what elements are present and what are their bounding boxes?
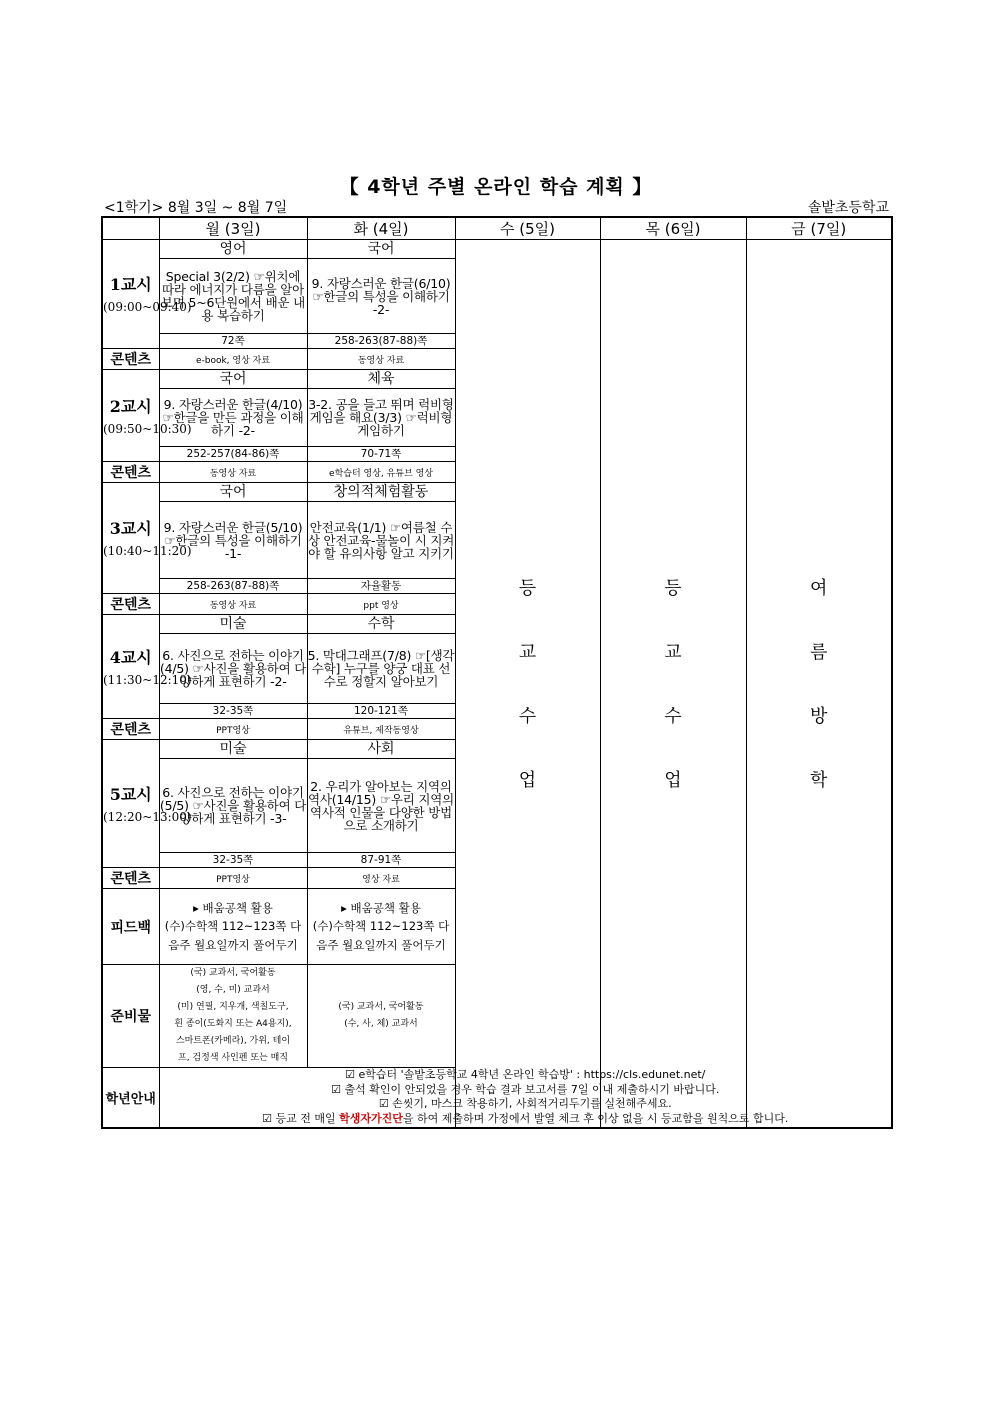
content-label: 콘텐츠 [102,349,159,370]
period-1-mon-topic: Special 3(2/2) ☞위치에 따라 에너지가 다름을 알아보며 5~6단원에서 배운 내용 복습하기 [159,259,307,334]
period-2-tue-page: 70-71쪽 [307,447,455,462]
period-2-tue-topic: 3-2. 공을 들고 뛰며 럭비형 게임을 해요(3/3) ☞럭비형 게임하기 [307,389,455,447]
wed-column [455,240,600,1128]
self-diagnosis-highlight: 학생자가진단 [339,1111,403,1125]
day-fri: 금 (7일) [746,217,892,240]
weekly-plan-table [101,216,893,1129]
period-4-label: 4교시 (11:30~12:10) [102,615,159,719]
period-1-tue-page: 258-263(87-88)쪽 [307,334,455,349]
content-label: 콘텐츠 [102,594,159,615]
period-1-label: 1교시 (09:00~09:40) [102,240,159,349]
content-label: 콘텐츠 [102,719,159,740]
period-2-mon-page: 252-257(84-86)쪽 [159,447,307,462]
day-tue: 화 (4일) [307,217,455,240]
notice-line: ☑ 손씻기, 마스크 착용하기, 사회적거리두기를 실천해주세요. [378,1097,672,1111]
period-4-tue-topic: 5. 막대그래프(7/8) ☞[생각수학] 누구를 양궁 대표 선수로 정할지 알아보기 [307,634,455,704]
period-5-tue-subject: 사회 [307,740,455,759]
period-4-mon-content: PPT영상 [159,719,307,740]
period-4-tue-subject: 수학 [307,615,455,634]
notice-line: ☑ e학습터 '솔밭초등학교 4학년 온라인 학습방' : https://cls.edunet.net/ [345,1068,706,1082]
prep-mon: (국) 교과서, 국어활동 (영, 수, 미) 교과서 (미) 연필, 지우개, 색칠도구, 흰 종이(도화지 또는 A4용지), 스마트폰(카메라), 가위, 테이 프, 검정색 사인펜 또는 매직 [159,965,307,1068]
period-1-mon-subject: 영어 [159,240,307,259]
period-5-mon-topic: 6. 사진으로 전하는 이야기(5/5) ☞사진을 활용하여 다양하게 표현하기 -3- [159,759,307,853]
period-2-label: 2교시 (09:50~10:30) [102,370,159,462]
fri-char: 여 [810,578,828,600]
school-name: 솔밭초등학교 [807,200,889,216]
period-5-mon-content: PPT영상 [159,868,307,889]
notice-row [102,1068,892,1128]
feedback-mon: ▸ 배움공책 활용 (수)수학책 112~123쪽 다 음주 월요일까지 풀어두기 [159,889,307,965]
notice-label: 학년안내 [102,1068,159,1128]
wed-char: 등 [518,578,537,600]
period-4-mon-topic: 6. 사진으로 전하는 이야기(4/5) ☞사진을 활용하여 다양하게 표현하기 -2- [159,634,307,704]
day-wed: 수 (5일) [455,217,600,240]
page-title: 【 4학년 주별 온라인 학습 계획 】 [339,176,653,198]
period-1-tue-content: 동영상 자료 [307,349,455,370]
period-1-mon-content: e-book, 영상 자료 [159,349,307,370]
fri-char: 방 [810,706,828,728]
period-3-tue-subject: 창의적체험활동 [307,483,455,502]
period-1-mon-page: 72쪽 [159,334,307,349]
thu-char: 교 [664,642,682,664]
content-label: 콘텐츠 [102,868,159,889]
period-5-mon-page: 32-35쪽 [159,853,307,868]
period-2-mon-content: 동영상 자료 [159,462,307,483]
period-3-tue-page: 자율활동 [307,579,455,594]
period-1-subject-row [102,240,892,259]
period-5-tue-content: 영상 자료 [307,868,455,889]
notice-line: ☑ 출석 확인이 안되었을 경우 학습 결과 보고서를 7일 이내 제출하시기 바랍니다. [331,1082,720,1096]
feedback-label: 피드백 [102,889,159,965]
fri-char: 학 [810,770,828,792]
thu-char: 업 [664,770,682,792]
period-3-label: 3교시 (10:40~11:20) [102,483,159,594]
period-2-tue-content: e학습터 영상, 유튜브 영상 [307,462,455,483]
fri-char: 름 [810,642,828,664]
corner-cell [102,217,159,240]
thu-char: 등 [664,578,682,600]
period-1-tue-subject: 국어 [307,240,455,259]
day-thu: 목 (6일) [600,217,746,240]
thu-char: 수 [664,706,682,728]
day-header-row [102,217,892,240]
fri-column [746,240,892,1128]
thu-column [600,240,746,1128]
period-3-tue-topic: 안전교육(1/1) ☞여름철 수상 안전교육-물놀이 시 지켜야 할 유의사항 알고 지키기 [307,502,455,579]
period-2-mon-subject: 국어 [159,370,307,389]
notice-cell [159,1068,892,1128]
wed-char: 업 [518,770,537,792]
period-4-mon-page: 32-35쪽 [159,704,307,719]
period-3-mon-subject: 국어 [159,483,307,502]
content-label: 콘텐츠 [102,462,159,483]
day-mon: 월 (3일) [159,217,307,240]
wed-char: 교 [518,642,537,664]
period-2-tue-subject: 체육 [307,370,455,389]
prep-label: 준비물 [102,965,159,1068]
period-4-tue-content: 유튜브, 제작동영상 [307,719,455,740]
period-4-mon-subject: 미술 [159,615,307,634]
period-5-tue-topic: 2. 우리가 알아보는 지역의 역사(14/15) ☞우리 지역의 역사적 인물을 다양한 방법으로 소개하기 [307,759,455,853]
date-range: <1학기> 8월 3일 ~ 8월 7일 [104,200,288,216]
period-3-mon-content: 동영상 자료 [159,594,307,615]
period-2-mon-topic: 9. 자랑스러운 한글(4/10) ☞한글을 만든 과정을 이해하기 -2- [159,389,307,447]
period-3-mon-page: 258-263(87-88)쪽 [159,579,307,594]
period-5-tue-page: 87-91쪽 [307,853,455,868]
period-5-mon-subject: 미술 [159,740,307,759]
period-3-tue-content: ppt 영상 [307,594,455,615]
feedback-tue: ▸ 배움공책 활용 (수)수학책 112~123쪽 다 음주 월요일까지 풀어두기 [307,889,455,965]
prep-tue: (국) 교과서, 국어활동 (수, 사, 체) 교과서 [307,965,455,1068]
period-4-tue-page: 120-121쪽 [307,704,455,719]
period-3-mon-topic: 9. 자랑스러운 한글(5/10) ☞한글의 특성을 이해하기 -1- [159,502,307,579]
wed-char: 수 [518,706,537,728]
period-5-label: 5교시 (12:20~13:00) [102,740,159,868]
period-1-tue-topic: 9. 자랑스러운 한글(6/10) ☞한글의 특성을 이해하기 -2- [307,259,455,334]
notice-line: ☑ 등교 전 매일 학생자가진단을 하여 제출하며 가정에서 발열 체크 후 이상 없을 시 등교함을 원칙으로 합니다. [262,1111,789,1125]
